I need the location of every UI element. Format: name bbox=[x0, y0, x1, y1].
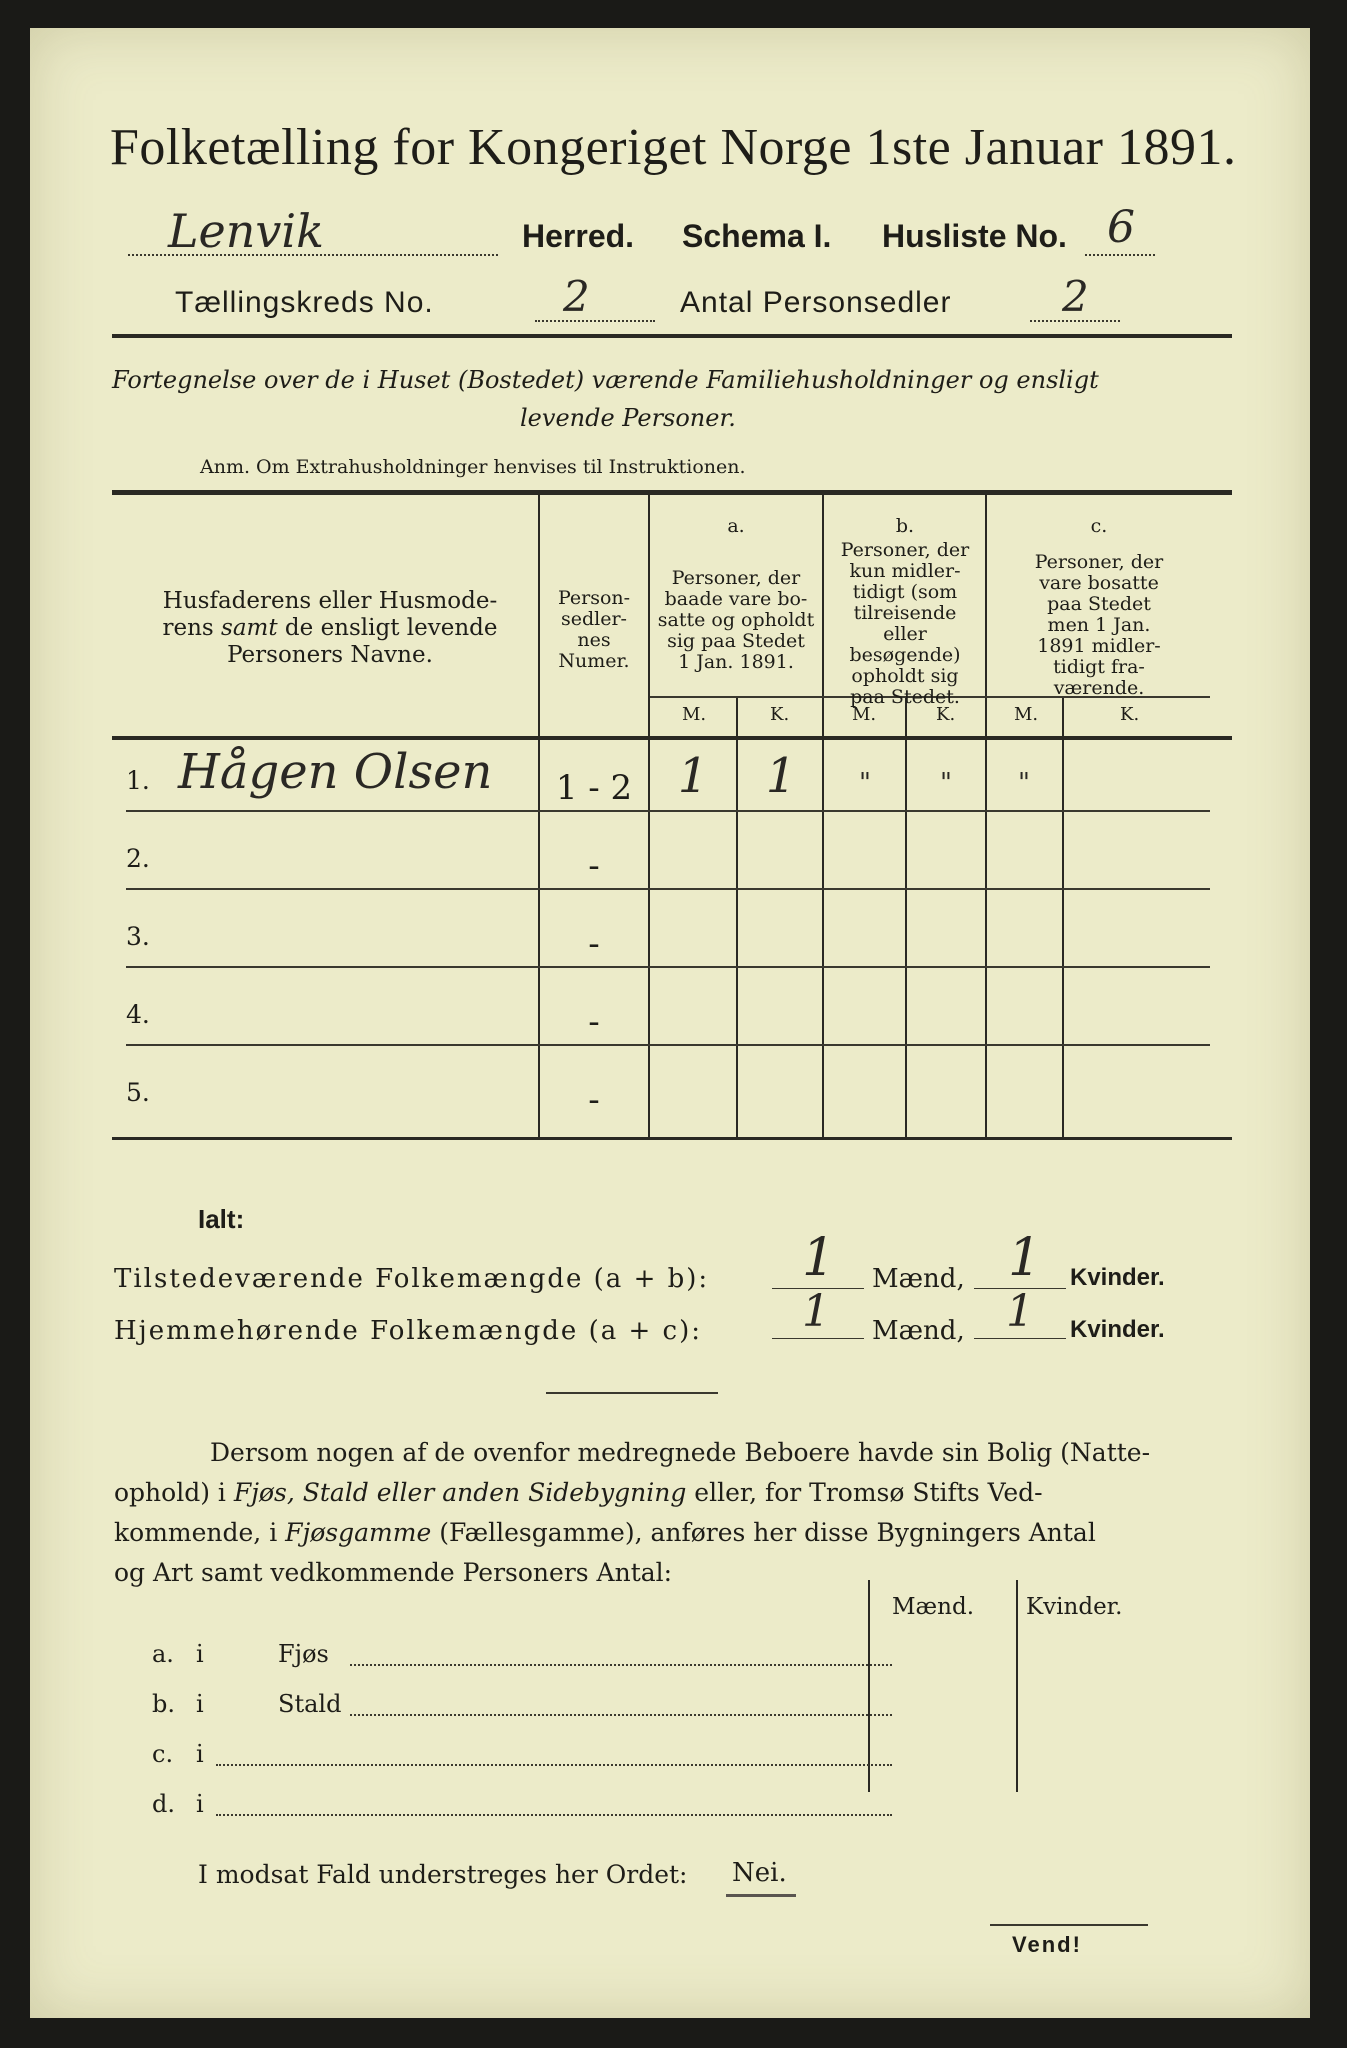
building-item-dotted-line bbox=[216, 1760, 892, 1766]
col-header-a bbox=[652, 568, 820, 673]
nei-word[interactable]: Nei. bbox=[732, 1858, 787, 1888]
row-rule bbox=[126, 810, 1210, 812]
col-header-c-letter: c. bbox=[1090, 515, 1108, 537]
table-bottom-rule bbox=[112, 1137, 1232, 1140]
total-line-1-men: 1 bbox=[802, 1228, 836, 1288]
row-name: Hågen Olsen bbox=[178, 744, 493, 800]
col-b-line: paa Stedet. bbox=[850, 686, 960, 708]
col-header-b-letter: b. bbox=[895, 515, 915, 537]
form-title: Folketælling for Kongeriget Norge 1ste Januar 1891. bbox=[110, 119, 1237, 176]
col-b-line: tidigt (som bbox=[852, 581, 958, 603]
buildings-para-line-1: Dersom nogen af de ovenfor medregnede Beboere havde sin Bolig (Natte- bbox=[210, 1438, 1151, 1467]
col-a-line: baade vare bo- bbox=[664, 588, 808, 610]
antal-handwritten: 2 bbox=[1062, 272, 1089, 321]
herred-field bbox=[128, 206, 498, 256]
building-item-letter: a. bbox=[152, 1640, 174, 1668]
col-divider-a-mk bbox=[736, 698, 738, 1137]
total-line-1-men-label: Mænd, bbox=[872, 1264, 965, 1294]
row-rule bbox=[126, 888, 1210, 890]
buildings-para-line-4: og Art samt vedkommende Personers Antal: bbox=[114, 1558, 673, 1587]
col-header-names-samt: samt bbox=[221, 615, 278, 641]
mk-label-c-k: K. bbox=[1120, 704, 1140, 725]
row-cell-aK: 1 bbox=[765, 748, 797, 804]
row-number: 3. bbox=[126, 922, 150, 951]
col-divider-1 bbox=[538, 495, 540, 1137]
building-item-letter: d. bbox=[152, 1790, 175, 1818]
row-number: 4. bbox=[126, 1000, 150, 1029]
row-cell-num: - bbox=[588, 1080, 600, 1120]
section-divider bbox=[546, 1392, 718, 1394]
col-c-line: paa Stedet bbox=[1047, 593, 1151, 615]
col-a-line: satte og opholdt bbox=[657, 609, 815, 631]
total-line-2-men-field bbox=[772, 1286, 864, 1339]
buildings-para-3a: kommende, i bbox=[114, 1518, 286, 1547]
row-number: 5. bbox=[126, 1078, 150, 1107]
building-item-letter: c. bbox=[152, 1740, 174, 1768]
mk-label-b-m: M. bbox=[852, 704, 877, 725]
col-c-line: 1891 midler- bbox=[1037, 635, 1161, 657]
buildings-col-women: Kvinder. bbox=[1026, 1594, 1123, 1620]
kreds-label: Tællingskreds No. bbox=[175, 286, 434, 319]
total-line-1-women-field bbox=[974, 1228, 1066, 1289]
buildings-para-3c: (Fællesgamme), anføres her disse Bygningers Antal bbox=[431, 1518, 1096, 1547]
row-cell-num: - bbox=[588, 1002, 600, 1042]
herred-handwritten: Lenvik bbox=[168, 204, 324, 258]
col-a-line: sig paa Stedet bbox=[667, 630, 805, 652]
mk-label-c-m: M. bbox=[1014, 704, 1039, 725]
buildings-para-2c: eller, for Tromsø Stifts Ved- bbox=[686, 1478, 1043, 1507]
col-num-line: nes bbox=[577, 629, 611, 651]
ialt-label: Ialt: bbox=[198, 1204, 245, 1234]
vend-label: Vend! bbox=[1012, 1932, 1082, 1957]
col-header-a-letter: a. bbox=[727, 515, 745, 537]
nei-underline bbox=[726, 1894, 796, 1897]
col-divider-c-mk bbox=[1062, 698, 1064, 1137]
mk-label-b-k: K. bbox=[936, 704, 956, 725]
col-b-line: Personer, der bbox=[840, 539, 970, 561]
row-cell-bM: " bbox=[859, 768, 871, 798]
row-rule bbox=[126, 1044, 1210, 1046]
row-number: 2. bbox=[126, 844, 150, 873]
vend-rule bbox=[990, 1924, 1148, 1926]
antal-field bbox=[1030, 272, 1120, 322]
col-b-line: kun midler- bbox=[849, 560, 961, 582]
col-header-b bbox=[826, 540, 984, 708]
buildings-col-men: Mænd. bbox=[892, 1594, 975, 1620]
table-top-rule bbox=[112, 490, 1232, 495]
col-b-line: besøgende) bbox=[849, 644, 961, 666]
col-a-line: Personer, der bbox=[671, 567, 801, 589]
col-divider-4 bbox=[985, 495, 987, 1137]
col-header-c bbox=[988, 552, 1210, 699]
schema-label: Schema I. bbox=[682, 218, 832, 254]
building-item-i: i bbox=[196, 1790, 204, 1818]
col-divider-b-mk bbox=[905, 698, 907, 1137]
husliste-field bbox=[1085, 202, 1155, 256]
buildings-para-2b: Fjøs, Stald eller anden Sidebygning bbox=[233, 1478, 687, 1507]
col-divider-2 bbox=[648, 495, 650, 1137]
buildings-col-divider-2 bbox=[1016, 1580, 1018, 1792]
mk-label-a-k: K. bbox=[770, 704, 790, 725]
col-c-line: tidigt fra- bbox=[1053, 656, 1145, 678]
husliste-handwritten: 6 bbox=[1107, 202, 1135, 253]
building-item-i: i bbox=[196, 1690, 204, 1718]
row-cell-num: 1 - 2 bbox=[555, 768, 633, 808]
total-line-1-women-label: Kvinder. bbox=[1070, 1264, 1165, 1291]
building-item-label: Stald bbox=[278, 1690, 342, 1718]
nei-instruction: I modsat Fald understreges her Ordet: bbox=[198, 1860, 688, 1889]
husliste-label: Husliste No. bbox=[882, 218, 1067, 254]
intro-line-2: levende Personer. bbox=[520, 404, 736, 432]
building-item-dotted-line bbox=[350, 1660, 892, 1666]
kreds-field bbox=[535, 272, 655, 322]
kreds-handwritten: 2 bbox=[563, 272, 590, 321]
row-cell-bK: " bbox=[940, 768, 952, 798]
buildings-para-line-3 bbox=[114, 1518, 1096, 1547]
antal-label: Antal Personsedler bbox=[680, 286, 952, 319]
mk-label-a-m: M. bbox=[682, 704, 707, 725]
header-rule bbox=[112, 334, 1232, 338]
col-c-line: Personer, der bbox=[1034, 551, 1164, 573]
col-b-line: opholdt sig bbox=[851, 665, 959, 687]
col-a-line: 1 Jan. 1891. bbox=[678, 651, 794, 673]
buildings-para-line-2 bbox=[114, 1478, 1043, 1507]
col-header-names-rens: rens bbox=[162, 615, 214, 641]
col-header-number bbox=[542, 588, 646, 672]
col-c-line: værende. bbox=[1053, 677, 1145, 699]
row-cell-num: - bbox=[588, 924, 600, 964]
total-line-2-women-label: Kvinder. bbox=[1070, 1316, 1165, 1343]
building-item-i: i bbox=[196, 1740, 204, 1768]
col-divider-3 bbox=[822, 495, 824, 1137]
row-cell-num: - bbox=[588, 846, 600, 886]
col-header-names-line-2 bbox=[130, 615, 530, 642]
col-header-names bbox=[130, 588, 530, 669]
herred-label: Herred. bbox=[522, 218, 635, 254]
buildings-para-3b: Fjøsgamme bbox=[285, 1518, 432, 1547]
table-head-rule bbox=[112, 736, 1232, 740]
col-c-line: men 1 Jan. bbox=[1047, 614, 1151, 636]
total-line-1-men-field bbox=[772, 1228, 864, 1289]
col-b-line: tilreisende bbox=[853, 602, 957, 624]
row-rule bbox=[126, 966, 1210, 968]
row-number: 1. bbox=[126, 766, 150, 795]
building-item-dotted-line bbox=[350, 1710, 892, 1716]
total-line-2-men: 1 bbox=[802, 1286, 830, 1337]
building-item-letter: b. bbox=[152, 1690, 175, 1718]
building-item-label: Fjøs bbox=[278, 1640, 329, 1668]
total-line-2-label: Hjemmehørende Folkemængde (a + c): bbox=[114, 1316, 702, 1346]
col-num-line: Person- bbox=[557, 587, 631, 609]
buildings-para-2a: ophold) i bbox=[114, 1478, 234, 1507]
total-line-2-women: 1 bbox=[1006, 1286, 1034, 1337]
total-line-2-women-field bbox=[974, 1286, 1066, 1339]
total-line-1-label: Tilstedeværende Folkemængde (a + b): bbox=[114, 1264, 710, 1294]
col-header-names-line-1: Husfaderens eller Husmode- bbox=[162, 588, 498, 614]
census-form-sheet bbox=[30, 28, 1310, 2018]
anm-note: Anm. Om Extrahusholdninger henvises til Instruktionen. bbox=[200, 456, 746, 478]
building-item-dotted-line bbox=[216, 1810, 892, 1816]
intro-line-1: Fortegnelse over de i Huset (Bostedet) værende Familiehusholdninger og ensligt bbox=[112, 366, 1099, 394]
total-line-2-men-label: Mænd, bbox=[872, 1316, 965, 1346]
col-header-names-line-3: Personers Navne. bbox=[227, 642, 433, 668]
building-item-i: i bbox=[196, 1640, 204, 1668]
total-line-1-women: 1 bbox=[1008, 1228, 1042, 1288]
row-cell-cM: " bbox=[1018, 768, 1030, 798]
col-c-line: vare bosatte bbox=[1039, 572, 1159, 594]
row-cell-aM: 1 bbox=[677, 748, 709, 804]
col-b-line: eller bbox=[883, 623, 927, 645]
col-num-line: sedler- bbox=[561, 608, 627, 630]
col-header-names-rest: de ensligt levende bbox=[284, 615, 498, 641]
col-num-line: Numer. bbox=[558, 650, 630, 672]
